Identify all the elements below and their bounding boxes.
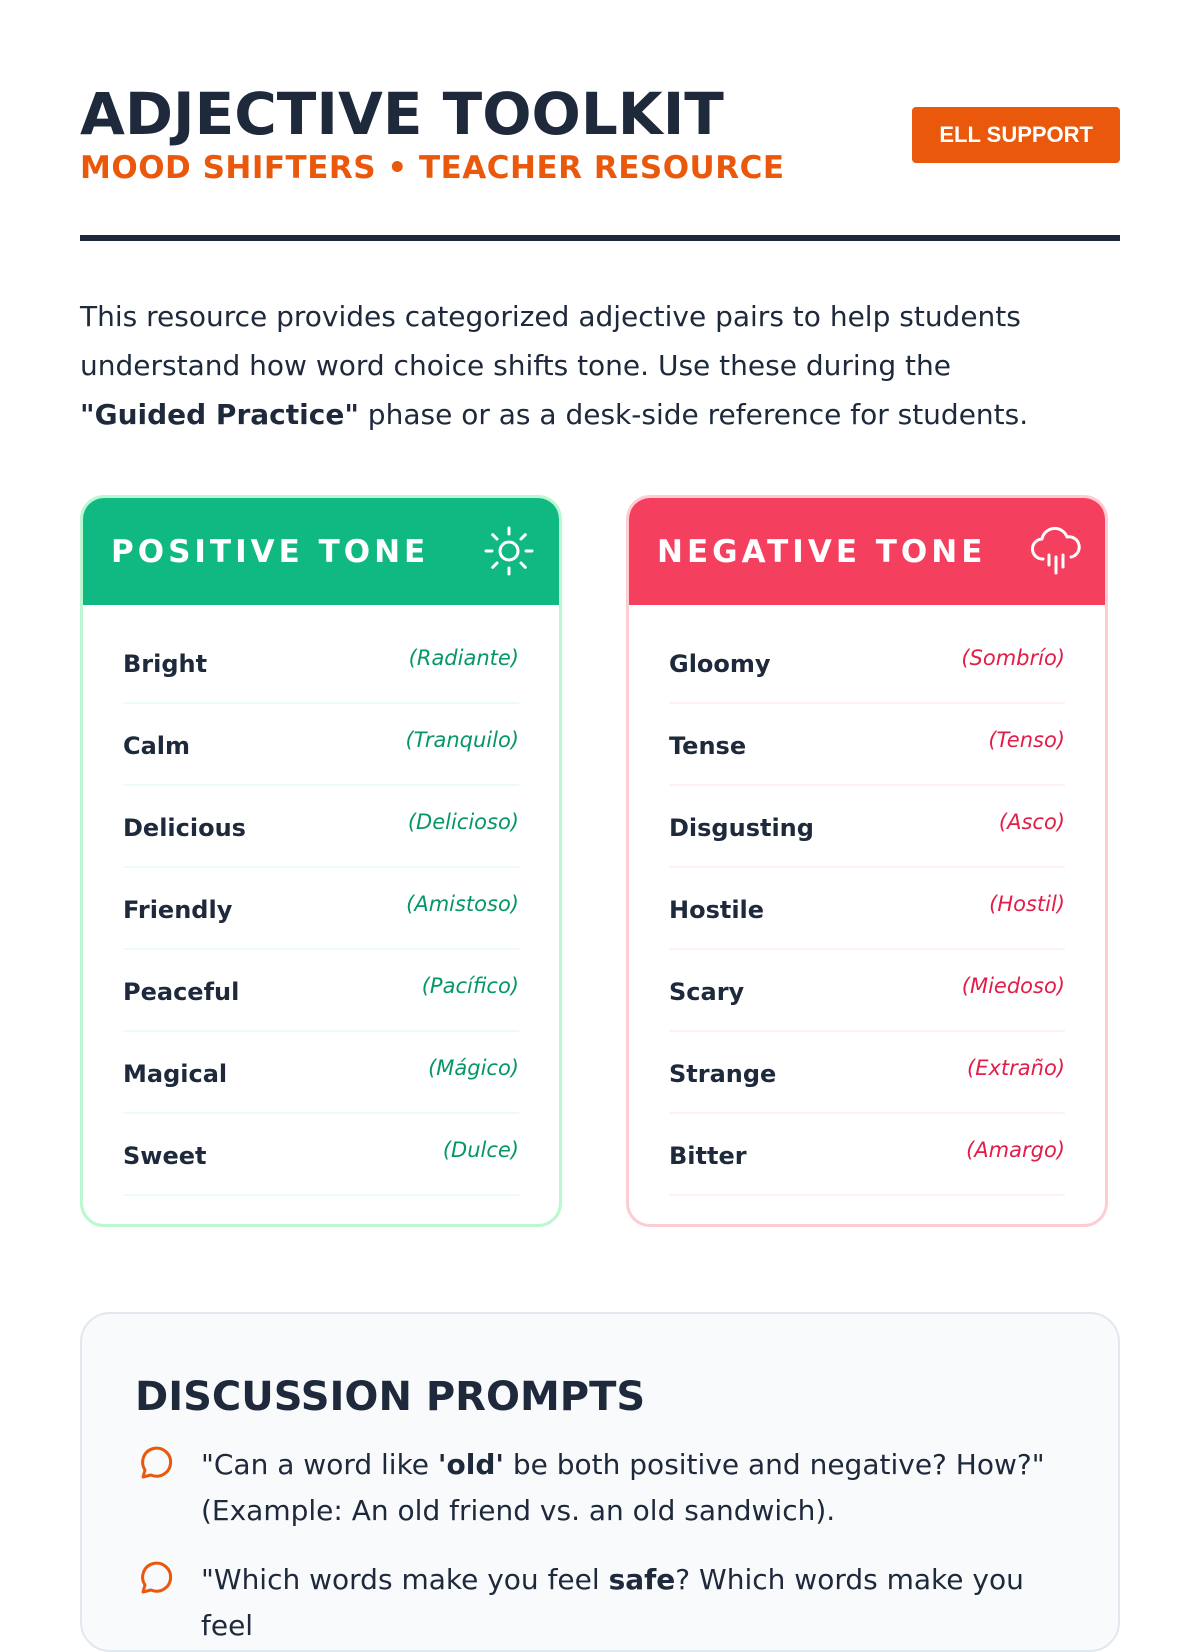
translation: (Pacífico) (421, 974, 519, 998)
translation: (Miedoso) (961, 974, 1065, 998)
list-item (669, 868, 1065, 950)
prompt-text (201, 1557, 1065, 1649)
intro-text-1: This resource provides categorized adjective pairs to help students understand how word choice shifts tone. Use these during the (80, 300, 1021, 382)
translation: (Extraño) (967, 1056, 1065, 1080)
adjective: Scary (669, 978, 745, 1006)
list-item (669, 704, 1065, 786)
positive-word-list (83, 605, 559, 1196)
translation: (Hostil) (989, 892, 1065, 916)
adjective: Bitter (669, 1142, 747, 1170)
list-item (669, 1114, 1065, 1196)
discussion-prompt (135, 1557, 1065, 1649)
adjective: Disgusting (669, 814, 814, 842)
header (80, 80, 1120, 240)
adjective: Gloomy (669, 650, 771, 678)
adjective: Peaceful (123, 978, 240, 1006)
positive-card-header (83, 498, 559, 605)
negative-card-title: NEGATIVE TONE (657, 534, 987, 570)
sun-icon (483, 525, 535, 577)
list-item (123, 1032, 519, 1114)
adjective: Sweet (123, 1142, 207, 1170)
prompt-text-start: "Can a word like (201, 1448, 438, 1481)
adjective: Delicious (123, 814, 246, 842)
list-item (123, 950, 519, 1032)
prompt-text-start: "Which words make you feel (201, 1563, 609, 1596)
list-item (123, 622, 519, 704)
list-item (669, 1032, 1065, 1114)
negative-word-list (629, 605, 1105, 1196)
discussion-prompt (135, 1442, 1065, 1534)
prompt-text (201, 1442, 1065, 1534)
positive-card-title: POSITIVE TONE (111, 534, 430, 570)
prompt-text-end: ? Which words make you feel (201, 1563, 1024, 1642)
positive-tone-card (80, 495, 562, 1227)
speech-bubble-icon (135, 1559, 175, 1599)
prompt-keyword: safe (608, 1563, 676, 1596)
prompt-keyword: 'old' (437, 1448, 504, 1481)
translation: (Dulce) (442, 1138, 519, 1162)
intro-text-2: phase or as a desk-side reference for students. (358, 398, 1029, 431)
translation: (Amistoso) (406, 892, 519, 916)
adjective: Strange (669, 1060, 777, 1088)
list-item (123, 786, 519, 868)
header-divider (80, 235, 1120, 241)
list-item (669, 950, 1065, 1032)
page-subtitle: MOOD SHIFTERS • TEACHER RESOURCE (80, 150, 785, 186)
prompt-text-end: be both positive and negative? How?" (Example: An old friend vs. an old sandwich). (201, 1448, 1045, 1527)
list-item (123, 1114, 519, 1196)
intro-emphasis: "Guided Practice" (80, 398, 359, 431)
translation: (Delicioso) (407, 810, 519, 834)
adjective: Calm (123, 732, 191, 760)
negative-card-header (629, 498, 1105, 605)
list-item (669, 622, 1065, 704)
rain-cloud-icon (1029, 525, 1081, 577)
translation: (Tranquilo) (405, 728, 519, 752)
adjective: Hostile (669, 896, 765, 924)
adjective: Magical (123, 1060, 228, 1088)
page-title: ADJECTIVE TOOLKIT (80, 80, 724, 148)
intro-paragraph (80, 292, 1080, 439)
adjective: Friendly (123, 896, 233, 924)
ell-support-badge: ELL SUPPORT (912, 107, 1120, 163)
discussion-prompts-panel (80, 1312, 1120, 1652)
list-item (123, 704, 519, 786)
translation: (Asco) (998, 810, 1065, 834)
translation: (Mágico) (428, 1056, 519, 1080)
translation: (Tenso) (988, 728, 1065, 752)
list-item (669, 786, 1065, 868)
list-item (123, 868, 519, 950)
translation: (Radiante) (408, 646, 519, 670)
discussion-title: DISCUSSION PROMPTS (135, 1374, 646, 1420)
adjective: Tense (669, 732, 747, 760)
adjective: Bright (123, 650, 208, 678)
translation: (Amargo) (966, 1138, 1065, 1162)
translation: (Sombrío) (961, 646, 1065, 670)
negative-tone-card (626, 495, 1108, 1227)
speech-bubble-icon (135, 1444, 175, 1484)
